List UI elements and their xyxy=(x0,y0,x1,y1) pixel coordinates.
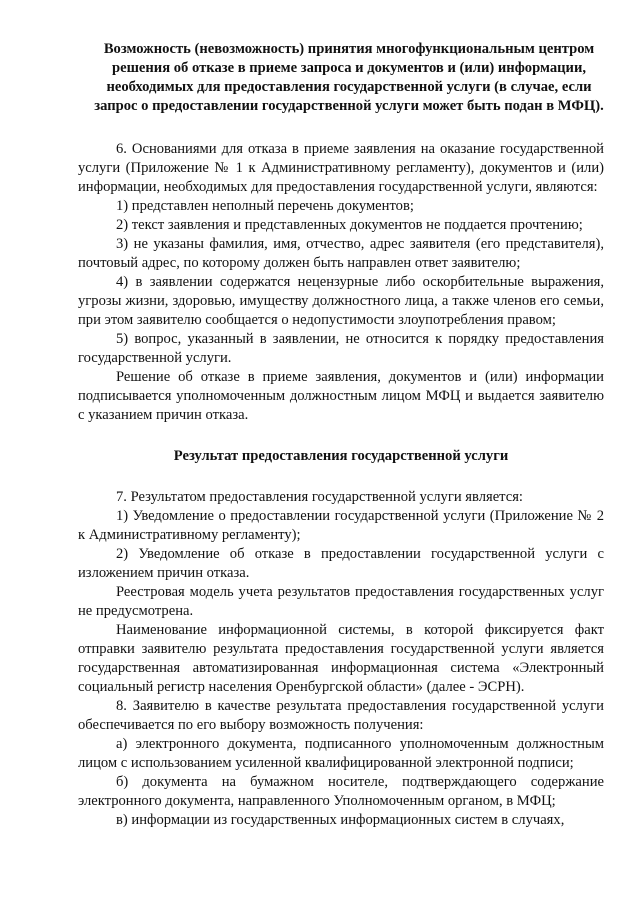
refusal-decision-paragraph: Решение об отказе в приеме заявления, документов и (или) информации подписывается уполномоченным должностным лицом МФЦ и выдается заявителю с указанием причин отказа. xyxy=(78,369,604,423)
option-b: б) документа на бумажном носителе, подтверждающего содержание электронного документа, направленного Уполномоченным органом, в МФЦ; xyxy=(78,774,604,809)
result-item-1: 1) Уведомление о предоставлении государственной услуги (Приложение № 2 к Административному регламенту); xyxy=(78,508,604,543)
option-c: в) информации из государственных информационных систем в случаях, xyxy=(116,812,565,828)
result-item-2: 2) Уведомление об отказе в предоставлении государственной услуги с изложением причин отказа. xyxy=(78,546,604,581)
information-system-paragraph: Наименование информационной системы, в которой фиксируется факт отправки заявителю результата предоставления государственной услуги является государственная автоматизированная информационная система «Электронный социальный регистр населения Оренбургской области» (далее - ЭСРН). xyxy=(78,622,604,695)
list-item-3: 3) не указаны фамилия, имя, отчество, адрес заявителя (его представителя), почтовый адрес, по которому должен быть направлен ответ заявителю; xyxy=(78,236,604,271)
registry-model-paragraph: Реестровая модель учета результатов предоставления государственных услуг не предусмотрена. xyxy=(78,584,604,619)
option-a: а) электронного документа, подписанного уполномоченным должностным лицом с использованием усиленной квалифицированной электронной подписи; xyxy=(78,736,604,771)
document-page xyxy=(78,40,604,830)
list-item-1: 1) представлен неполный перечень документов; xyxy=(116,198,414,214)
list-item-4: 4) в заявлении содержатся нецензурные либо оскорбительные выражения, угрозы жизни, здоровью, имуществу должностного лица, а также членов его семьи, при этом заявителю сообщается о недопустимости злоупотребления правом; xyxy=(78,274,604,328)
list-item-2: 2) текст заявления и представленных документов не поддается прочтению; xyxy=(116,217,583,233)
list-item-5: 5) вопрос, указанный в заявлении, не относится к порядку предоставления государственной услуги. xyxy=(78,331,604,366)
paragraph-7: 7. Результатом предоставления государственной услуги является: xyxy=(116,489,523,505)
paragraph-8: 8. Заявителю в качестве результата предоставления государственной услуги обеспечивается по его выбору возможность получения: xyxy=(78,698,604,733)
paragraph-6: 6. Основаниями для отказа в приеме заявления на оказание государственной услуги (Приложение № 1 к Административному регламенту), документов и (или) информации, необходимых для предоставления государственной услуги, являются: xyxy=(78,141,604,195)
section-heading-mfc-refusal: Возможность (невозможность) принятия многофункциональным центром решения об отказе в приеме запроса и документов и (или) информации, необходимых для предоставления государственной услуги (в случае, если запрос о предоставлении государственной услуги может быть подан в МФЦ). xyxy=(94,41,604,114)
section-heading-result: Результат предоставления государственной услуги xyxy=(173,448,509,464)
